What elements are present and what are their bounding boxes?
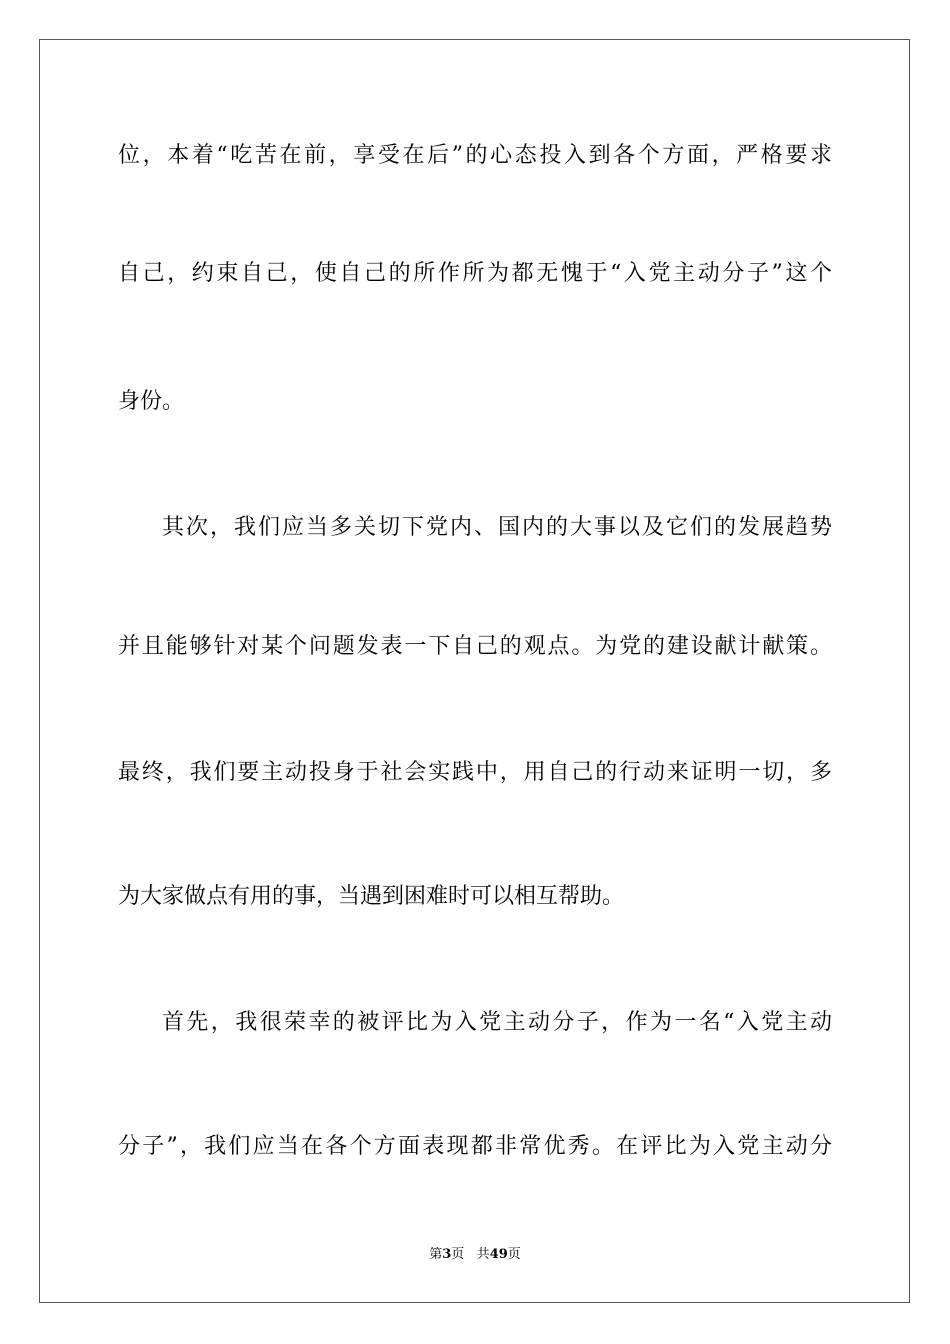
- body-line-1: 位，本着“吃苦在前，享受在后”的心态投入到各个方面，严格要求: [118, 143, 832, 168]
- body-line-7: 为大家做点有用的事，当遇到困难时可以相互帮助。: [118, 884, 625, 909]
- current-page-number: 3: [442, 1247, 452, 1262]
- footer-page-suffix: 页: [451, 1247, 465, 1262]
- body-line-2: 自己，约束自己，使自己的所作所为都无愧于“入党主动分子”这个: [118, 261, 832, 286]
- body-line-4: 其次，我们应当多关切下党内、国内的大事以及它们的发展趋势: [162, 515, 832, 540]
- footer-total-prefix: 共: [476, 1247, 490, 1262]
- body-line-6: 最终，我们要主动投身于社会实践中，用自己的行动来证明一切，多: [118, 760, 832, 785]
- body-line-5: 并且能够针对某个问题发表一下自己的观点。为党的建设献计献策。: [118, 634, 832, 659]
- footer-total-suffix: 页: [507, 1247, 521, 1262]
- page-frame: [39, 39, 910, 1303]
- page-footer: [0, 1247, 950, 1263]
- footer-prefix: 第: [429, 1247, 443, 1262]
- body-line-8: 首先，我很荣幸的被评比为入党主动分子，作为一名“入党主动: [162, 1010, 832, 1035]
- body-line-3: 身份。: [118, 389, 185, 414]
- body-line-9: 分子”，我们应当在各个方面表现都非常优秀。在评比为入党主动分: [118, 1134, 832, 1159]
- total-page-count: 49: [489, 1247, 508, 1262]
